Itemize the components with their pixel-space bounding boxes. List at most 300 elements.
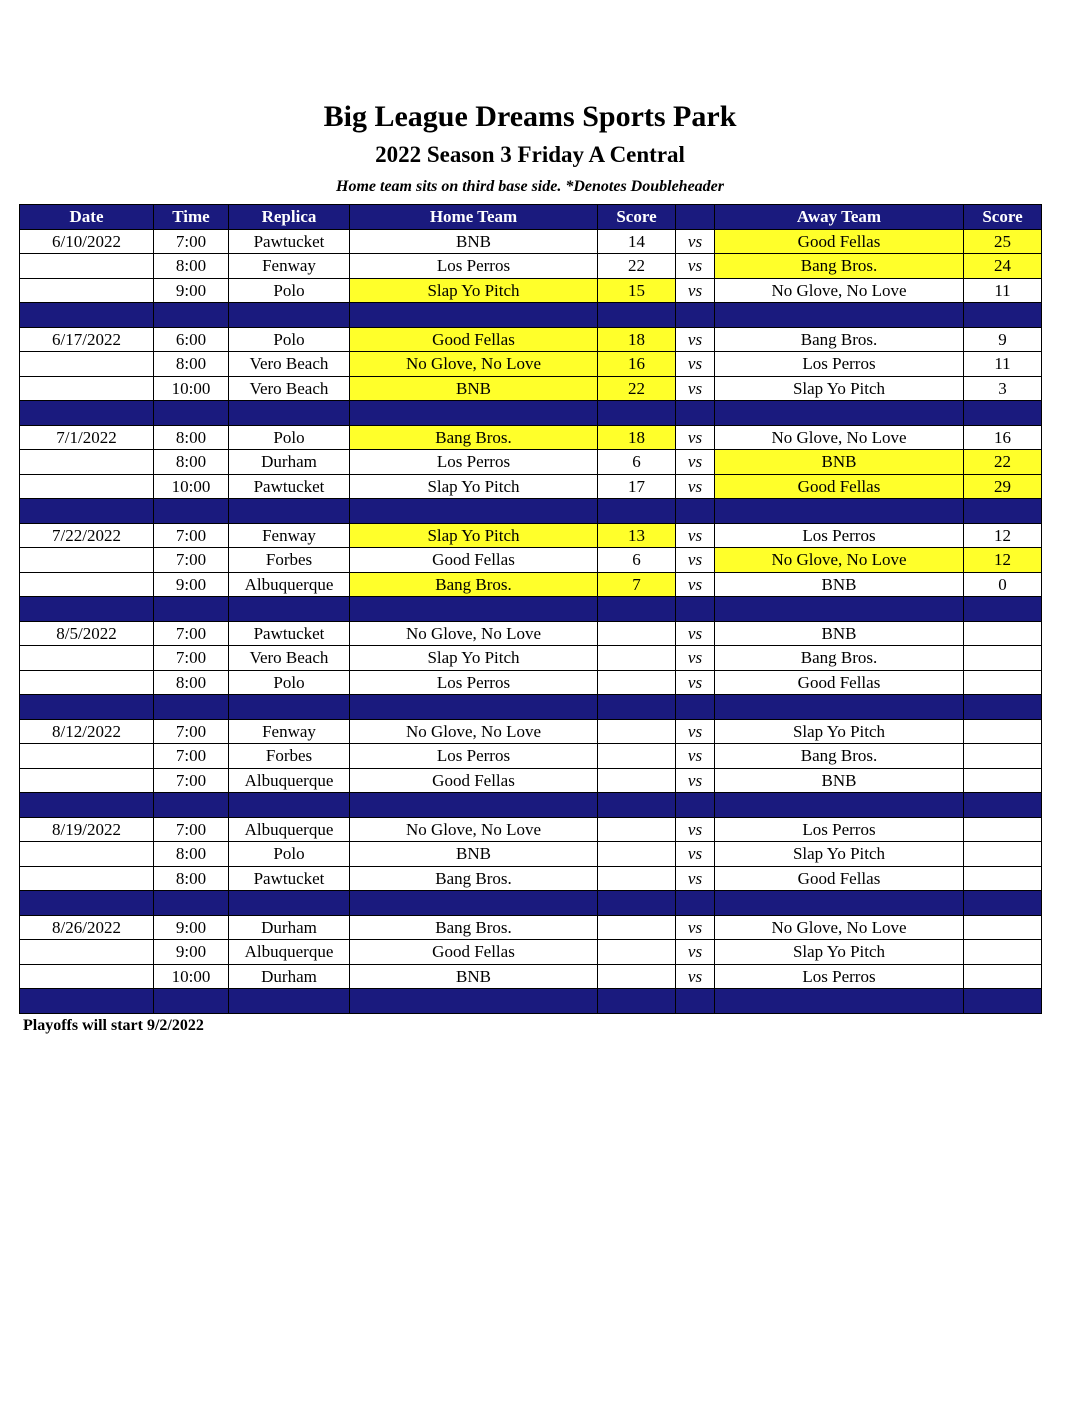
home-score (598, 964, 676, 989)
vs-label: vs (676, 352, 715, 377)
game-date (20, 254, 154, 279)
separator-cell (676, 793, 715, 818)
separator-cell (229, 597, 350, 622)
home-team: Slap Yo Pitch (350, 523, 598, 548)
away-team: No Glove, No Love (715, 425, 964, 450)
away-team: Los Perros (715, 817, 964, 842)
away-team: No Glove, No Love (715, 915, 964, 940)
separator-cell (229, 499, 350, 524)
schedule-body (20, 229, 1042, 1013)
game-field: Albuquerque (229, 817, 350, 842)
game-time: 8:00 (154, 425, 229, 450)
separator-cell (715, 401, 964, 426)
game-date (20, 278, 154, 303)
game-field: Forbes (229, 744, 350, 769)
away-team: Good Fellas (715, 866, 964, 891)
game-row (20, 817, 1042, 842)
separator-cell (676, 303, 715, 328)
game-date: 7/22/2022 (20, 523, 154, 548)
game-time: 7:00 (154, 719, 229, 744)
col-header-home-team: Home Team (350, 205, 598, 230)
col-header-home-score: Score (598, 205, 676, 230)
away-score (964, 842, 1042, 867)
separator-cell (715, 989, 964, 1014)
game-row (20, 572, 1042, 597)
game-date: 7/1/2022 (20, 425, 154, 450)
vs-label: vs (676, 278, 715, 303)
away-team: BNB (715, 621, 964, 646)
game-row (20, 229, 1042, 254)
home-team: Bang Bros. (350, 866, 598, 891)
away-team: No Glove, No Love (715, 548, 964, 573)
separator-cell (964, 499, 1042, 524)
game-date (20, 744, 154, 769)
separator-cell (350, 695, 598, 720)
away-score: 16 (964, 425, 1042, 450)
vs-label: vs (676, 670, 715, 695)
vs-label: vs (676, 744, 715, 769)
vs-label: vs (676, 450, 715, 475)
game-time: 7:00 (154, 817, 229, 842)
away-team: BNB (715, 572, 964, 597)
home-score (598, 842, 676, 867)
col-header-vs (676, 205, 715, 230)
away-team: No Glove, No Love (715, 278, 964, 303)
vs-label: vs (676, 817, 715, 842)
game-date (20, 842, 154, 867)
separator-cell (598, 401, 676, 426)
away-team: Los Perros (715, 523, 964, 548)
home-score: 15 (598, 278, 676, 303)
game-row (20, 474, 1042, 499)
vs-label: vs (676, 940, 715, 965)
separator-cell (676, 499, 715, 524)
game-row (20, 842, 1042, 867)
week-separator-row (20, 695, 1042, 720)
vs-label: vs (676, 768, 715, 793)
separator-cell (229, 401, 350, 426)
game-row (20, 352, 1042, 377)
separator-cell (154, 989, 229, 1014)
week-separator-row (20, 793, 1042, 818)
home-team: Good Fellas (350, 327, 598, 352)
separator-cell (715, 303, 964, 328)
vs-label: vs (676, 425, 715, 450)
game-row (20, 278, 1042, 303)
game-row (20, 670, 1042, 695)
game-row (20, 915, 1042, 940)
away-score (964, 744, 1042, 769)
schedule-table (19, 204, 1042, 1014)
col-header-time: Time (154, 205, 229, 230)
separator-cell (154, 499, 229, 524)
home-team: Los Perros (350, 744, 598, 769)
week-separator-row (20, 989, 1042, 1014)
vs-label: vs (676, 548, 715, 573)
separator-cell (715, 597, 964, 622)
home-score: 7 (598, 572, 676, 597)
home-team: Bang Bros. (350, 572, 598, 597)
separator-cell (20, 695, 154, 720)
game-field: Albuquerque (229, 768, 350, 793)
separator-cell (20, 989, 154, 1014)
game-field: Albuquerque (229, 940, 350, 965)
game-row (20, 621, 1042, 646)
game-date: 6/17/2022 (20, 327, 154, 352)
away-team: Good Fellas (715, 474, 964, 499)
separator-cell (229, 989, 350, 1014)
home-score: 18 (598, 425, 676, 450)
game-date (20, 548, 154, 573)
home-score (598, 719, 676, 744)
away-score (964, 915, 1042, 940)
vs-label: vs (676, 474, 715, 499)
separator-cell (715, 499, 964, 524)
separator-cell (598, 793, 676, 818)
game-time: 9:00 (154, 915, 229, 940)
game-row (20, 376, 1042, 401)
home-score (598, 744, 676, 769)
home-team: BNB (350, 842, 598, 867)
away-team: Slap Yo Pitch (715, 719, 964, 744)
separator-cell (20, 401, 154, 426)
away-team: Good Fellas (715, 229, 964, 254)
home-score (598, 866, 676, 891)
game-field: Polo (229, 327, 350, 352)
game-row (20, 719, 1042, 744)
game-field: Albuquerque (229, 572, 350, 597)
separator-cell (154, 695, 229, 720)
game-date (20, 670, 154, 695)
home-score: 22 (598, 254, 676, 279)
separator-cell (154, 793, 229, 818)
week-separator-row (20, 597, 1042, 622)
game-date (20, 474, 154, 499)
separator-cell (350, 989, 598, 1014)
game-row (20, 964, 1042, 989)
vs-label: vs (676, 229, 715, 254)
game-date (20, 768, 154, 793)
separator-cell (20, 891, 154, 916)
game-field: Forbes (229, 548, 350, 573)
separator-cell (154, 303, 229, 328)
home-score (598, 817, 676, 842)
vs-label: vs (676, 915, 715, 940)
home-team: BNB (350, 376, 598, 401)
separator-cell (598, 303, 676, 328)
week-separator-row (20, 303, 1042, 328)
game-field: Pawtucket (229, 474, 350, 499)
game-date (20, 964, 154, 989)
home-team: Los Perros (350, 670, 598, 695)
away-team: Bang Bros. (715, 327, 964, 352)
game-field: Fenway (229, 254, 350, 279)
game-time: 9:00 (154, 278, 229, 303)
col-header-away-team: Away Team (715, 205, 964, 230)
separator-cell (154, 597, 229, 622)
away-score (964, 768, 1042, 793)
game-time: 9:00 (154, 940, 229, 965)
game-field: Durham (229, 450, 350, 475)
separator-cell (229, 695, 350, 720)
separator-cell (715, 695, 964, 720)
col-header-away-score: Score (964, 205, 1042, 230)
home-team: Slap Yo Pitch (350, 278, 598, 303)
separator-cell (229, 303, 350, 328)
separator-cell (676, 597, 715, 622)
vs-label: vs (676, 621, 715, 646)
away-score (964, 621, 1042, 646)
separator-cell (598, 499, 676, 524)
away-score: 0 (964, 572, 1042, 597)
separator-cell (598, 695, 676, 720)
home-team: BNB (350, 964, 598, 989)
home-team: Good Fellas (350, 768, 598, 793)
game-date (20, 572, 154, 597)
game-field: Pawtucket (229, 621, 350, 646)
home-score: 13 (598, 523, 676, 548)
game-row (20, 254, 1042, 279)
separator-cell (350, 303, 598, 328)
game-date: 6/10/2022 (20, 229, 154, 254)
home-score: 18 (598, 327, 676, 352)
game-row (20, 548, 1042, 573)
game-field: Pawtucket (229, 866, 350, 891)
separator-cell (964, 695, 1042, 720)
game-time: 7:00 (154, 523, 229, 548)
home-team: Bang Bros. (350, 915, 598, 940)
game-time: 7:00 (154, 646, 229, 671)
separator-cell (676, 401, 715, 426)
separator-cell (964, 303, 1042, 328)
header-row (20, 205, 1042, 230)
game-date: 8/5/2022 (20, 621, 154, 646)
game-row (20, 425, 1042, 450)
game-time: 7:00 (154, 548, 229, 573)
separator-cell (964, 989, 1042, 1014)
separator-cell (598, 891, 676, 916)
home-team: Los Perros (350, 254, 598, 279)
week-separator-row (20, 499, 1042, 524)
away-score: 12 (964, 523, 1042, 548)
game-time: 8:00 (154, 842, 229, 867)
vs-label: vs (676, 646, 715, 671)
game-date: 8/19/2022 (20, 817, 154, 842)
separator-cell (350, 597, 598, 622)
home-team: No Glove, No Love (350, 352, 598, 377)
home-score (598, 646, 676, 671)
home-team: No Glove, No Love (350, 817, 598, 842)
game-row (20, 744, 1042, 769)
game-field: Pawtucket (229, 229, 350, 254)
home-score: 14 (598, 229, 676, 254)
game-time: 10:00 (154, 376, 229, 401)
separator-cell (964, 401, 1042, 426)
playoffs-note: Playoffs will start 9/2/2022 (23, 1017, 204, 1034)
home-score (598, 940, 676, 965)
col-header-date: Date (20, 205, 154, 230)
game-time: 10:00 (154, 474, 229, 499)
game-date (20, 376, 154, 401)
home-team: Bang Bros. (350, 425, 598, 450)
separator-cell (964, 793, 1042, 818)
game-field: Fenway (229, 523, 350, 548)
game-time: 8:00 (154, 670, 229, 695)
game-date: 8/26/2022 (20, 915, 154, 940)
game-field: Durham (229, 964, 350, 989)
col-header-replica: Replica (229, 205, 350, 230)
game-time: 7:00 (154, 768, 229, 793)
away-score: 24 (964, 254, 1042, 279)
home-team: BNB (350, 229, 598, 254)
home-score (598, 768, 676, 793)
separator-cell (715, 793, 964, 818)
separator-cell (20, 597, 154, 622)
vs-label: vs (676, 719, 715, 744)
separator-cell (676, 891, 715, 916)
vs-label: vs (676, 572, 715, 597)
separator-cell (350, 891, 598, 916)
away-team: Bang Bros. (715, 744, 964, 769)
away-score: 11 (964, 352, 1042, 377)
away-team: BNB (715, 450, 964, 475)
home-score (598, 670, 676, 695)
home-score: 17 (598, 474, 676, 499)
game-time: 8:00 (154, 866, 229, 891)
game-time: 9:00 (154, 572, 229, 597)
game-field: Fenway (229, 719, 350, 744)
vs-label: vs (676, 254, 715, 279)
game-field: Vero Beach (229, 376, 350, 401)
vs-label: vs (676, 376, 715, 401)
game-row (20, 646, 1042, 671)
game-row (20, 940, 1042, 965)
away-team: Good Fellas (715, 670, 964, 695)
game-field: Vero Beach (229, 646, 350, 671)
separator-cell (154, 891, 229, 916)
separator-cell (598, 989, 676, 1014)
away-score: 25 (964, 229, 1042, 254)
home-team: No Glove, No Love (350, 621, 598, 646)
game-row (20, 768, 1042, 793)
game-field: Polo (229, 278, 350, 303)
away-score: 11 (964, 278, 1042, 303)
game-date (20, 866, 154, 891)
separator-cell (154, 401, 229, 426)
game-time: 8:00 (154, 352, 229, 377)
home-score: 6 (598, 548, 676, 573)
game-date (20, 450, 154, 475)
home-team: Slap Yo Pitch (350, 646, 598, 671)
home-team: Los Perros (350, 450, 598, 475)
game-row (20, 327, 1042, 352)
away-team: BNB (715, 768, 964, 793)
game-field: Polo (229, 425, 350, 450)
away-team: Los Perros (715, 352, 964, 377)
game-time: 10:00 (154, 964, 229, 989)
separator-cell (20, 793, 154, 818)
away-team: Slap Yo Pitch (715, 842, 964, 867)
separator-cell (20, 499, 154, 524)
game-date (20, 940, 154, 965)
away-score (964, 964, 1042, 989)
game-time: 7:00 (154, 621, 229, 646)
game-date: 8/12/2022 (20, 719, 154, 744)
game-time: 8:00 (154, 254, 229, 279)
away-score: 12 (964, 548, 1042, 573)
game-row (20, 866, 1042, 891)
week-separator-row (20, 891, 1042, 916)
away-score: 3 (964, 376, 1042, 401)
away-score (964, 817, 1042, 842)
game-time: 6:00 (154, 327, 229, 352)
game-row (20, 523, 1042, 548)
separator-cell (350, 793, 598, 818)
game-date (20, 352, 154, 377)
game-field: Polo (229, 670, 350, 695)
game-field: Vero Beach (229, 352, 350, 377)
schedule-note: Home team sits on third base side. *Denotes Doubleheader (336, 178, 724, 195)
home-score: 22 (598, 376, 676, 401)
vs-label: vs (676, 866, 715, 891)
away-team: Slap Yo Pitch (715, 376, 964, 401)
week-separator-row (20, 401, 1042, 426)
home-team: Good Fellas (350, 548, 598, 573)
away-score (964, 670, 1042, 695)
away-team: Los Perros (715, 964, 964, 989)
separator-cell (964, 891, 1042, 916)
separator-cell (964, 597, 1042, 622)
separator-cell (20, 303, 154, 328)
home-team: Good Fellas (350, 940, 598, 965)
separator-cell (350, 401, 598, 426)
away-score (964, 866, 1042, 891)
game-time: 7:00 (154, 744, 229, 769)
away-score (964, 940, 1042, 965)
separator-cell (676, 989, 715, 1014)
away-score (964, 646, 1042, 671)
away-team: Bang Bros. (715, 254, 964, 279)
away-team: Slap Yo Pitch (715, 940, 964, 965)
away-score: 9 (964, 327, 1042, 352)
game-field: Durham (229, 915, 350, 940)
home-team: Slap Yo Pitch (350, 474, 598, 499)
page-title: Big League Dreams Sports Park (323, 100, 737, 133)
separator-cell (229, 793, 350, 818)
away-team: Bang Bros. (715, 646, 964, 671)
away-score: 22 (964, 450, 1042, 475)
vs-label: vs (676, 964, 715, 989)
vs-label: vs (676, 523, 715, 548)
away-score (964, 719, 1042, 744)
game-time: 7:00 (154, 229, 229, 254)
away-score: 29 (964, 474, 1042, 499)
separator-cell (350, 499, 598, 524)
home-score: 6 (598, 450, 676, 475)
separator-cell (598, 597, 676, 622)
home-score (598, 915, 676, 940)
home-score: 16 (598, 352, 676, 377)
separator-cell (715, 891, 964, 916)
game-date (20, 646, 154, 671)
home-score (598, 621, 676, 646)
game-field: Polo (229, 842, 350, 867)
separator-cell (229, 891, 350, 916)
vs-label: vs (676, 842, 715, 867)
vs-label: vs (676, 327, 715, 352)
page-subtitle: 2022 Season 3 Friday A Central (375, 142, 685, 167)
home-team: No Glove, No Love (350, 719, 598, 744)
